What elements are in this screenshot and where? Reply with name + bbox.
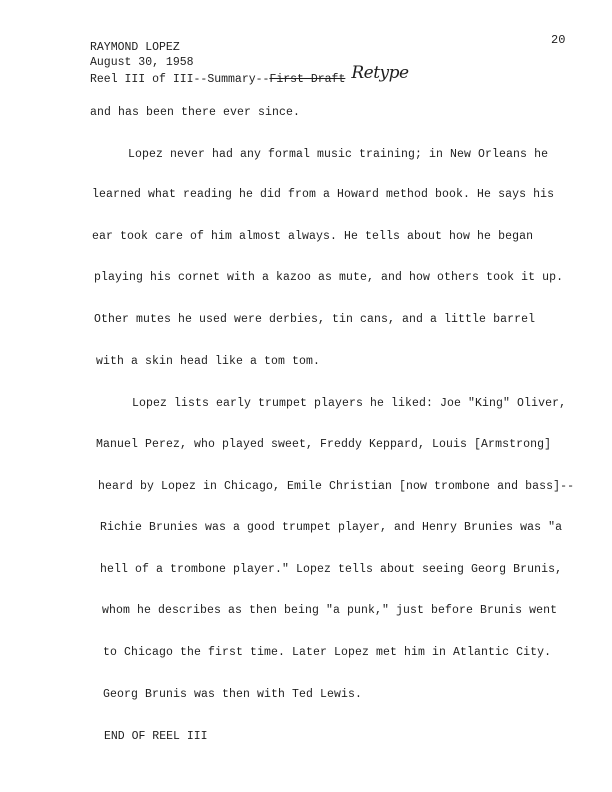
body-line: with a skin head like a tom tom. [96,355,321,368]
body-line: hell of a trombone player." Lopez tells about seeing Georg Brunis, [100,563,563,576]
end-of-reel-marker: END OF REEL III [104,730,208,743]
body-line: Other mutes he used were derbies, tin cans, and a little barrel [94,313,536,326]
interviewee-name: RAYMOND LOPEZ [90,41,180,54]
reel-prefix: Reel III of III--Summary-- [90,73,270,86]
body-line: Richie Brunies was a good trumpet player, and Henry Brunies was "a [100,521,563,534]
page-number: 20 [551,33,566,47]
handwritten-retype-note: Retype [351,63,409,83]
body-line: and has been there ever since. [90,106,301,119]
body-line: Georg Brunis was then with Ted Lewis. [103,688,363,701]
struck-draft-label: First Draft [269,73,346,86]
body-line: Lopez never had any formal music training; in New Orleans he [128,148,549,161]
body-line: ear took care of him almost always. He tells about how he began [92,230,534,243]
body-line: Lopez lists early trumpet players he liked: Joe "King" Oliver, [132,397,567,410]
body-line: playing his cornet with a kazoo as mute, and how others took it up. [94,271,564,284]
reel-label [90,63,409,87]
body-line: heard by Lopez in Chicago, Emile Christian [now trombone and bass]-- [98,480,575,493]
body-line: Manuel Perez, who played sweet, Freddy Keppard, Louis [Armstrong] [96,438,552,451]
body-line: learned what reading he did from a Howard method book. He says his [92,188,555,201]
interview-date: August 30, 1958 [90,56,194,69]
document-header [90,40,409,87]
body-line: to Chicago the first time. Later Lopez met him in Atlantic City. [103,646,552,659]
body-line: whom he describes as then being "a punk," just before Brunis went [102,604,558,617]
